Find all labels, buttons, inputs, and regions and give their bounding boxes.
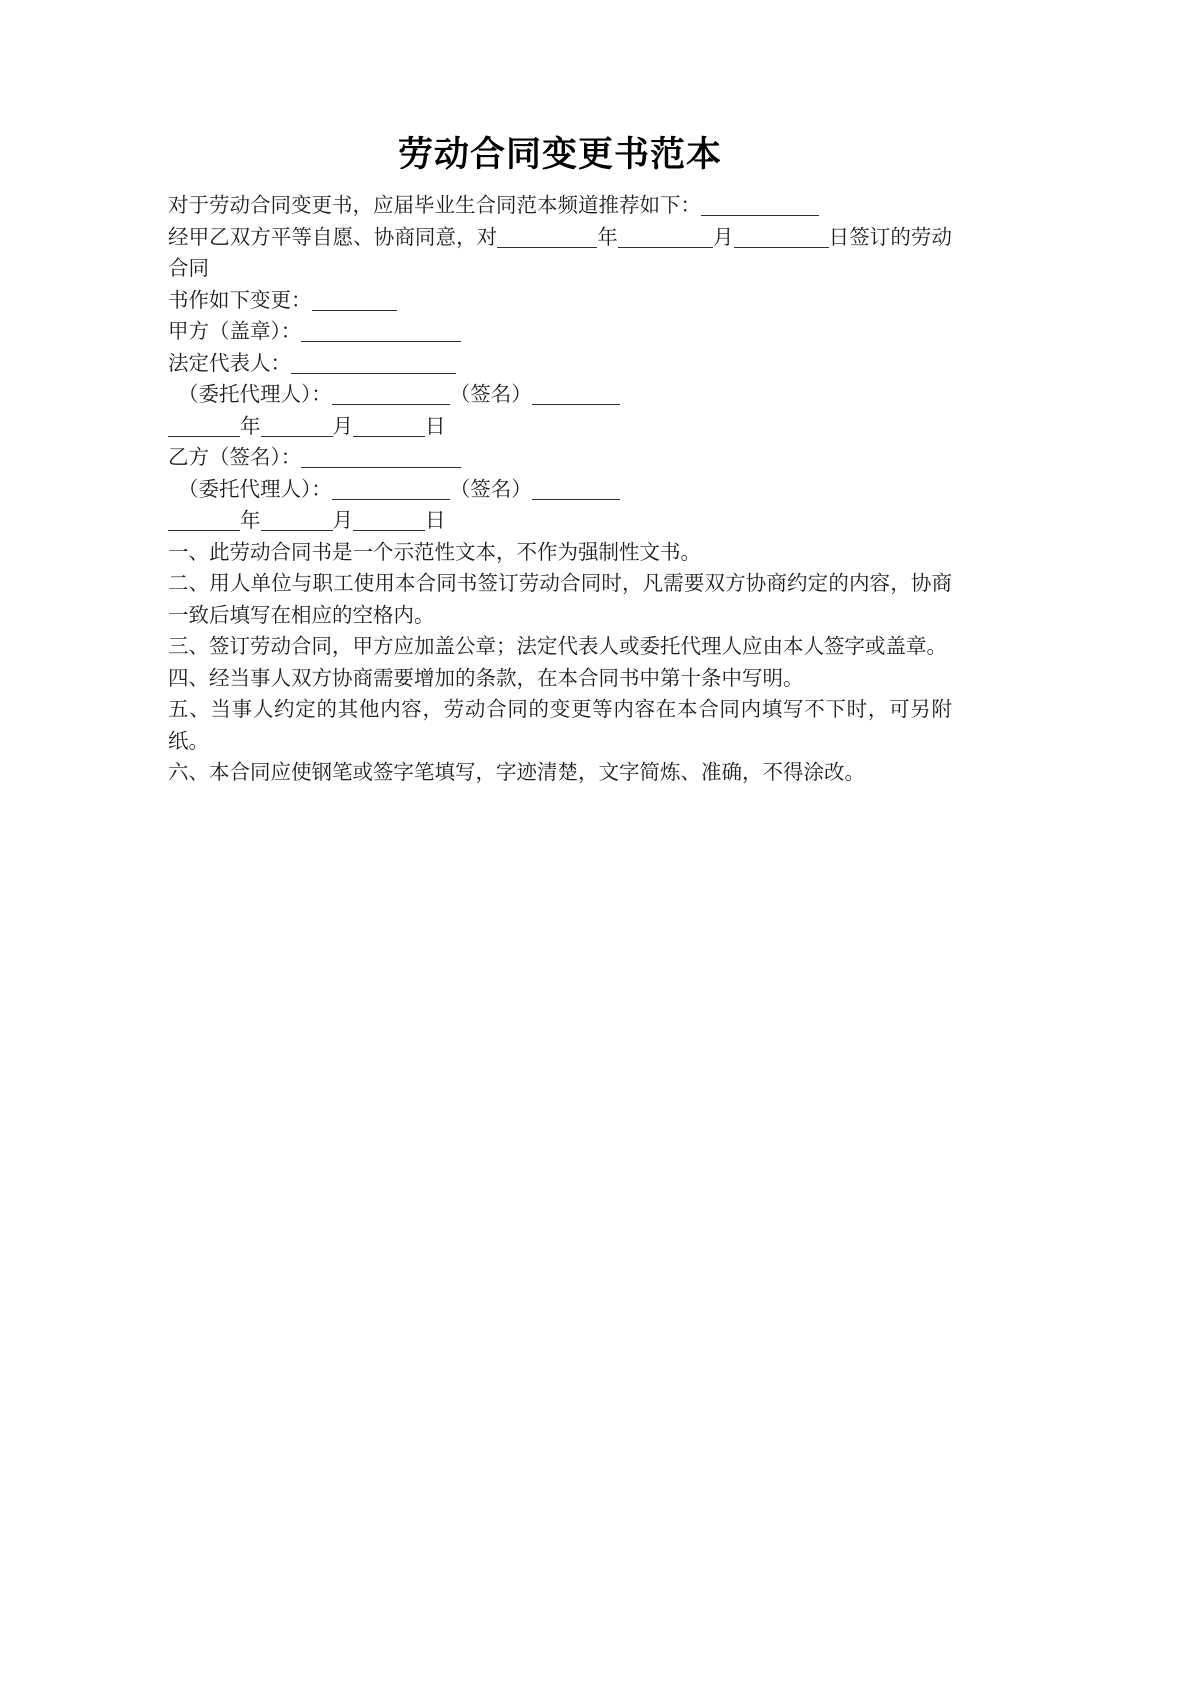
- party-b-sign-label: 乙方（签名）：: [168, 445, 302, 469]
- party-a-date-month-blank[interactable]: [261, 416, 333, 437]
- agreement-text-1: 经甲乙双方平等自愿、协商同意，对: [168, 224, 498, 249]
- party-a-seal-line: [168, 316, 952, 348]
- party-b-agent-blank[interactable]: [332, 479, 450, 500]
- agreement-year-blank[interactable]: [497, 227, 597, 248]
- party-b-sign-line: [168, 442, 952, 474]
- clause-item: 二、用人单位与职工使用本合同书签订劳动合同时，凡需要双方协商约定的内容，协商一致后填写在相应的空格内。: [168, 571, 952, 627]
- clause-item: 四、经当事人双方协商需要增加的条款，在本合同书中第十条中写明。: [168, 665, 804, 690]
- party-a-date-year-label: 年: [240, 413, 261, 438]
- party-a-date-day-blank[interactable]: [353, 416, 425, 437]
- document-body: [168, 190, 952, 789]
- agreement-day-blank[interactable]: [734, 227, 829, 248]
- document-content: [168, 132, 952, 789]
- party-a-date-year-blank[interactable]: [168, 416, 240, 437]
- party-b-date-line: [168, 505, 952, 537]
- party-a-legal-rep-line: [168, 348, 952, 380]
- party-a-seal-label: 甲方（盖章）：: [168, 319, 302, 343]
- intro-blank[interactable]: [701, 195, 819, 216]
- party-a-date-month-label: 月: [332, 413, 353, 438]
- agreement-month-blank[interactable]: [618, 227, 713, 248]
- party-b-date-month-blank[interactable]: [261, 510, 333, 531]
- party-a-date-line: [168, 411, 952, 443]
- page-title: 劳动合同变更书范本: [397, 135, 722, 175]
- agreement-text-2: 书作如下变更：: [168, 287, 312, 312]
- party-b-date-day-blank[interactable]: [353, 510, 425, 531]
- agreement-year-label: 年: [597, 224, 618, 249]
- party-a-agent-blank[interactable]: [332, 384, 450, 405]
- party-a-seal-blank[interactable]: [301, 321, 461, 342]
- agreement-line-1: [168, 222, 952, 285]
- party-a-signature-blank[interactable]: [532, 384, 620, 405]
- intro-text: 对于劳动合同变更书，应届毕业生合同范本频道推荐如下：: [168, 193, 701, 217]
- party-b-signature-blank[interactable]: [532, 479, 620, 500]
- party-b-signature-label: （签名）: [449, 476, 532, 501]
- intro-line: [168, 190, 952, 222]
- party-b-date-month-label: 月: [332, 508, 353, 532]
- agreement-day-label: 日签订的劳动合同: [168, 224, 953, 280]
- party-b-date-year-blank[interactable]: [168, 510, 240, 531]
- clause-item: 六、本合同应使钢笔或签字笔填写，字迹清楚，文字简炼、准确，不得涂改。: [168, 760, 865, 784]
- clause-item: 一、此劳动合同书是一个示范性文本，不作为强制性文书。: [168, 539, 701, 564]
- party-a-legal-rep-blank[interactable]: [291, 353, 456, 374]
- party-a-legal-rep-label: 法定代表人：: [168, 350, 291, 375]
- agreement-line-2: [168, 285, 952, 317]
- agreement-change-blank[interactable]: [312, 290, 397, 311]
- clause-item: 五、当事人约定的其他内容，劳动合同的变更等内容在本合同内填写不下时，可另附纸。: [168, 697, 952, 753]
- party-b-agent-label: （委托代理人）：: [178, 476, 332, 501]
- party-a-agent-label: （委托代理人）：: [178, 382, 332, 406]
- party-b-date-year-label: 年: [240, 508, 261, 532]
- agreement-month-label: 月: [712, 224, 734, 249]
- party-b-date-day-label: 日: [425, 508, 446, 532]
- party-a-date-day-label: 日: [425, 413, 446, 438]
- clause-item: 三、签订劳动合同，甲方应加盖公章；法定代表人或委托代理人应由本人签字或盖章。: [168, 634, 947, 658]
- party-a-signature-label: （签名）: [449, 382, 532, 406]
- party-b-sign-blank[interactable]: [301, 447, 461, 468]
- party-b-agent-line: [168, 474, 952, 506]
- party-a-agent-line: [168, 379, 952, 411]
